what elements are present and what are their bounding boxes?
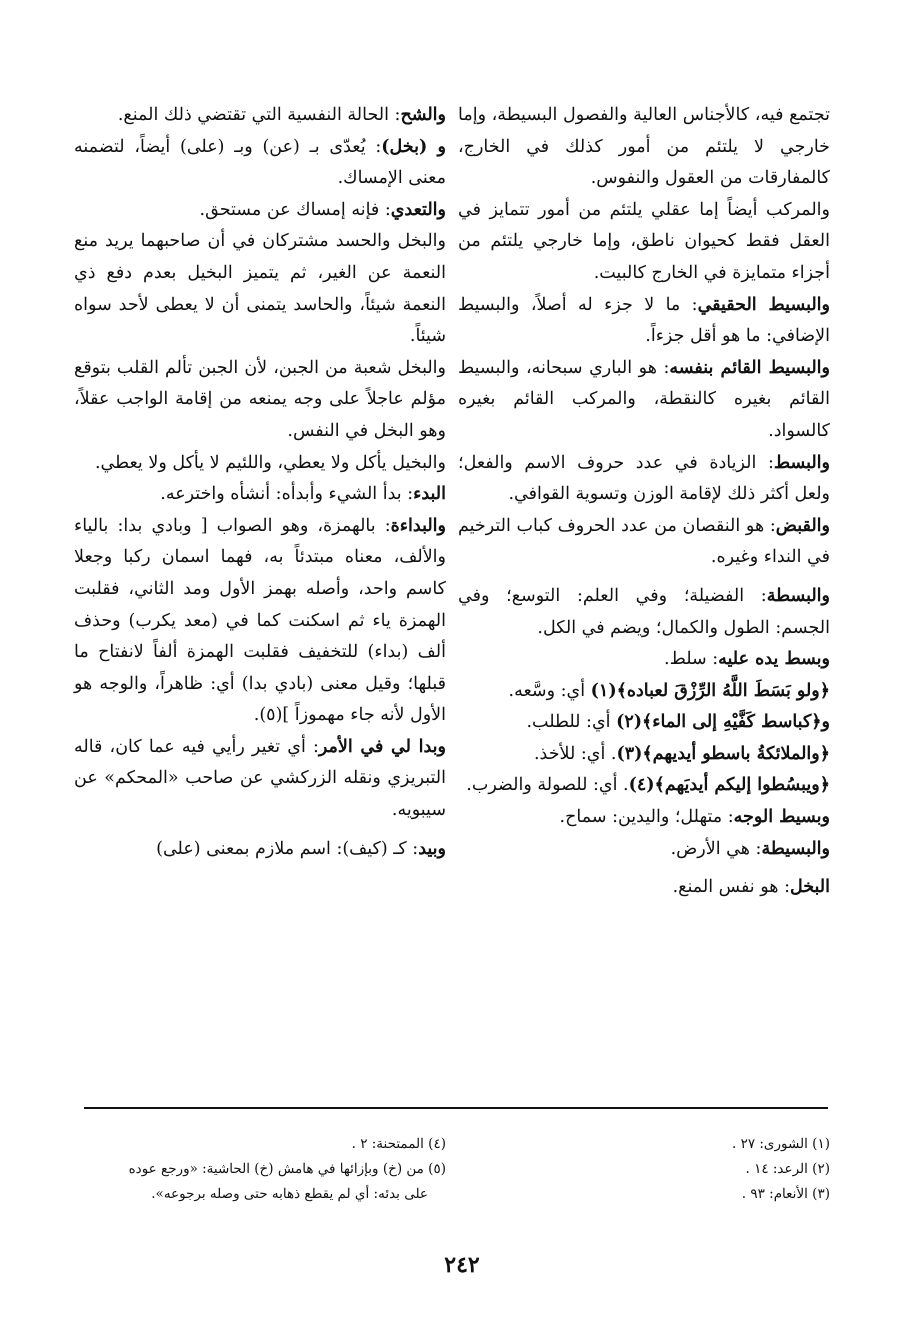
quran-verse: ﴿ويبسُطوا إليكم أيديَهم﴾(٤) <box>628 775 830 796</box>
definition: : الفضيلة؛ وفي العلم: التوسع؛ وفي الجسم: الطول والكمال؛ ويضم في الكل. <box>458 585 830 638</box>
term: والتعدي <box>390 199 446 220</box>
term: والبداءة <box>390 515 446 536</box>
right-column <box>458 100 830 904</box>
definition: : سلط. <box>664 649 719 670</box>
definition: : هو الباري سبحانه، والبسيط القائم بغيره كالنقطة، والمركب القائم بغيره كالسواد. <box>458 357 830 441</box>
definition: : أي تغير رأيي فيه عما كان، قاله التبريزي ونقله الزركشي عن صاحب «المحكم» عن سيبويه. <box>74 736 446 821</box>
footnotes-left <box>74 1132 446 1207</box>
footnote: (٤) الممتحنة: ٢ . <box>351 1136 446 1152</box>
paragraph <box>74 195 446 227</box>
quran-verse: ﴿والملائكةُ باسطو أيديهم﴾(٣) <box>616 743 830 764</box>
paragraph <box>458 448 830 511</box>
definition: : فإنه إمساك عن مستحق. <box>199 199 391 220</box>
term: وبدا لي في الأمر <box>318 736 446 757</box>
term: البدء <box>413 484 446 505</box>
quran-verse-paragraph <box>458 770 830 802</box>
definition: : يُعدّى بـ (عن) وبـ (على) أيضاً، لتضمنه معنى الإمساك. <box>74 136 446 189</box>
term: والشح <box>400 105 446 125</box>
term: والبسيط القائم بنفسه <box>669 357 830 378</box>
term: و (بخل) <box>381 136 446 157</box>
definition: : هو نفس المنع. <box>672 877 790 898</box>
definition: : بدأ الشيء وأبدأه: أنشأه واخترعه. <box>160 484 414 505</box>
footnote: (١) الشورى: ٢٧ . <box>731 1136 830 1152</box>
footnote-continuation: على بدئه: أي لم يقطع ذهابه حتى وصله برجوعه». <box>151 1186 428 1202</box>
definition: : هو النقصان من عدد الحروف كباب الترخيم في النداء وغيره. <box>458 515 830 568</box>
definition: والبخيل يأكل ولا يعطي، واللئيم لا يأكل ولا يعطي. <box>94 452 446 473</box>
quran-verse-paragraph <box>458 739 830 771</box>
definition: أي: وسَّعه. <box>508 680 591 701</box>
paragraph <box>458 353 830 448</box>
footnote: (٣) الأنعام: ٩٣ . <box>741 1186 830 1202</box>
definition: : ما لا جزء له أصلاً، والبسيط الإضافي: ما هو أقل جزءاً. <box>458 294 830 347</box>
quran-verse: ﴿ولو بَسَطَ اللَّهُ الرِّزْقَ لعباده﴾(١) <box>590 680 830 701</box>
term: والبسيط الحقيقي <box>697 294 830 315</box>
quran-verse-paragraph <box>458 707 830 739</box>
term: وبسيط الوجه <box>733 807 830 828</box>
footnote-divider <box>84 1107 828 1109</box>
page-number: ٢٤٢ <box>444 1252 480 1278</box>
paragraph <box>458 581 830 644</box>
paragraph <box>74 511 446 732</box>
paragraph <box>458 802 830 834</box>
paragraph <box>458 511 830 574</box>
term: البخل <box>789 877 830 898</box>
definition: والبخل والحسد مشتركان في أن صاحبهما يريد منع النعمة عن الغير، ثم يتميز البخيل بعدم دفع ذي النعمة شيئاً، والحاسد يتمنى أن لا يعطى لأحد سواه شيئاً. <box>74 231 446 347</box>
definition: والمركب أيضاً إما عقلي يلتئم من أمور تتمايز في العقل فقط كحيوان ناطق، وإما خارجي يلتئم من أجزاء متمايزة في الخارج كالبيت. <box>458 199 830 283</box>
definition: : الزيادة في عدد حروف الاسم والفعل؛ ولعل أكثر ذلك لإقامة الوزن وتسوية القوافي. <box>458 452 830 505</box>
term: وبيد <box>418 838 446 859</box>
quran-verse: و﴿كباسط كَفَّيْهِ إلى الماء﴾(٢) <box>616 712 830 733</box>
paragraph <box>74 132 446 195</box>
term: والبسط <box>773 452 830 473</box>
term: وبسط يده عليه <box>718 649 830 670</box>
paragraph <box>74 226 446 352</box>
definition: والبخل شعبة من الجبن، لأن الجبن تألم القلب بتوقع مؤلم عاجلاً على وجه يمنعه من إقامة الواجب عقلاً، وهو البخل في النفس. <box>74 357 446 441</box>
paragraph <box>458 195 830 290</box>
paragraph <box>458 834 830 866</box>
paragraph <box>74 479 446 511</box>
paragraph <box>458 644 830 676</box>
paragraph <box>458 290 830 353</box>
footnote: (٢) الرعد: ١٤ . <box>745 1161 830 1177</box>
paragraph <box>74 100 446 132</box>
paragraph <box>458 872 830 904</box>
paragraph <box>74 834 446 866</box>
paragraph <box>458 100 830 195</box>
definition: . أي: للصولة والضرب. <box>466 775 629 796</box>
footnotes-right <box>500 1132 830 1207</box>
term: والقبض <box>775 515 830 536</box>
definition: تجتمع فيه، كالأجناس العالية والفصول البسيطة، وإما خارجي لا يلتئم من أمور كذلك في الخارج، كالمفارقات من العقول والنفوس. <box>458 105 830 189</box>
left-column <box>74 100 446 865</box>
definition: أي: للطلب. <box>526 712 617 733</box>
paragraph <box>74 732 446 827</box>
definition: : الحالة النفسية التي تقتضي ذلك المنع. <box>117 105 401 125</box>
paragraph <box>74 448 446 480</box>
definition: : متهلل؛ واليدين: سماح. <box>559 807 734 828</box>
definition: : كـ (كيف): اسم ملازم بمعنى (على) <box>156 838 419 859</box>
footnote: (٥) من (خ) وبإزائها في هامش (خ) الحاشية: «ورجع عوده <box>128 1161 446 1177</box>
definition: : هي الأرض. <box>670 838 762 859</box>
paragraph <box>74 353 446 448</box>
term: والبسيطة <box>761 838 830 859</box>
definition: . أي: للأخذ. <box>533 743 617 764</box>
definition: : بالهمزة، وهو الصواب [ وبادي بدا: بالياء والألف، معناه مبتدئاً به، فهما اسمان ركبا وجعلا كاسم واحد، وأصله بهمز الأول ومد الثاني، فقلبت الهمزة ياء ثم اسكنت كما في (معد يكرب) وحذف ألف (بداء) للتخفيف فقلبت الهمزة ألفاً لانفتاح ما قبلها؛ وقيل معنى (بادي بدا) أي: ظاهراً، والوجه هو الأول لأنه جاء مهموزاً ](٥). <box>74 515 446 726</box>
term: والبسطة <box>766 585 830 606</box>
quran-verse-paragraph <box>458 676 830 708</box>
